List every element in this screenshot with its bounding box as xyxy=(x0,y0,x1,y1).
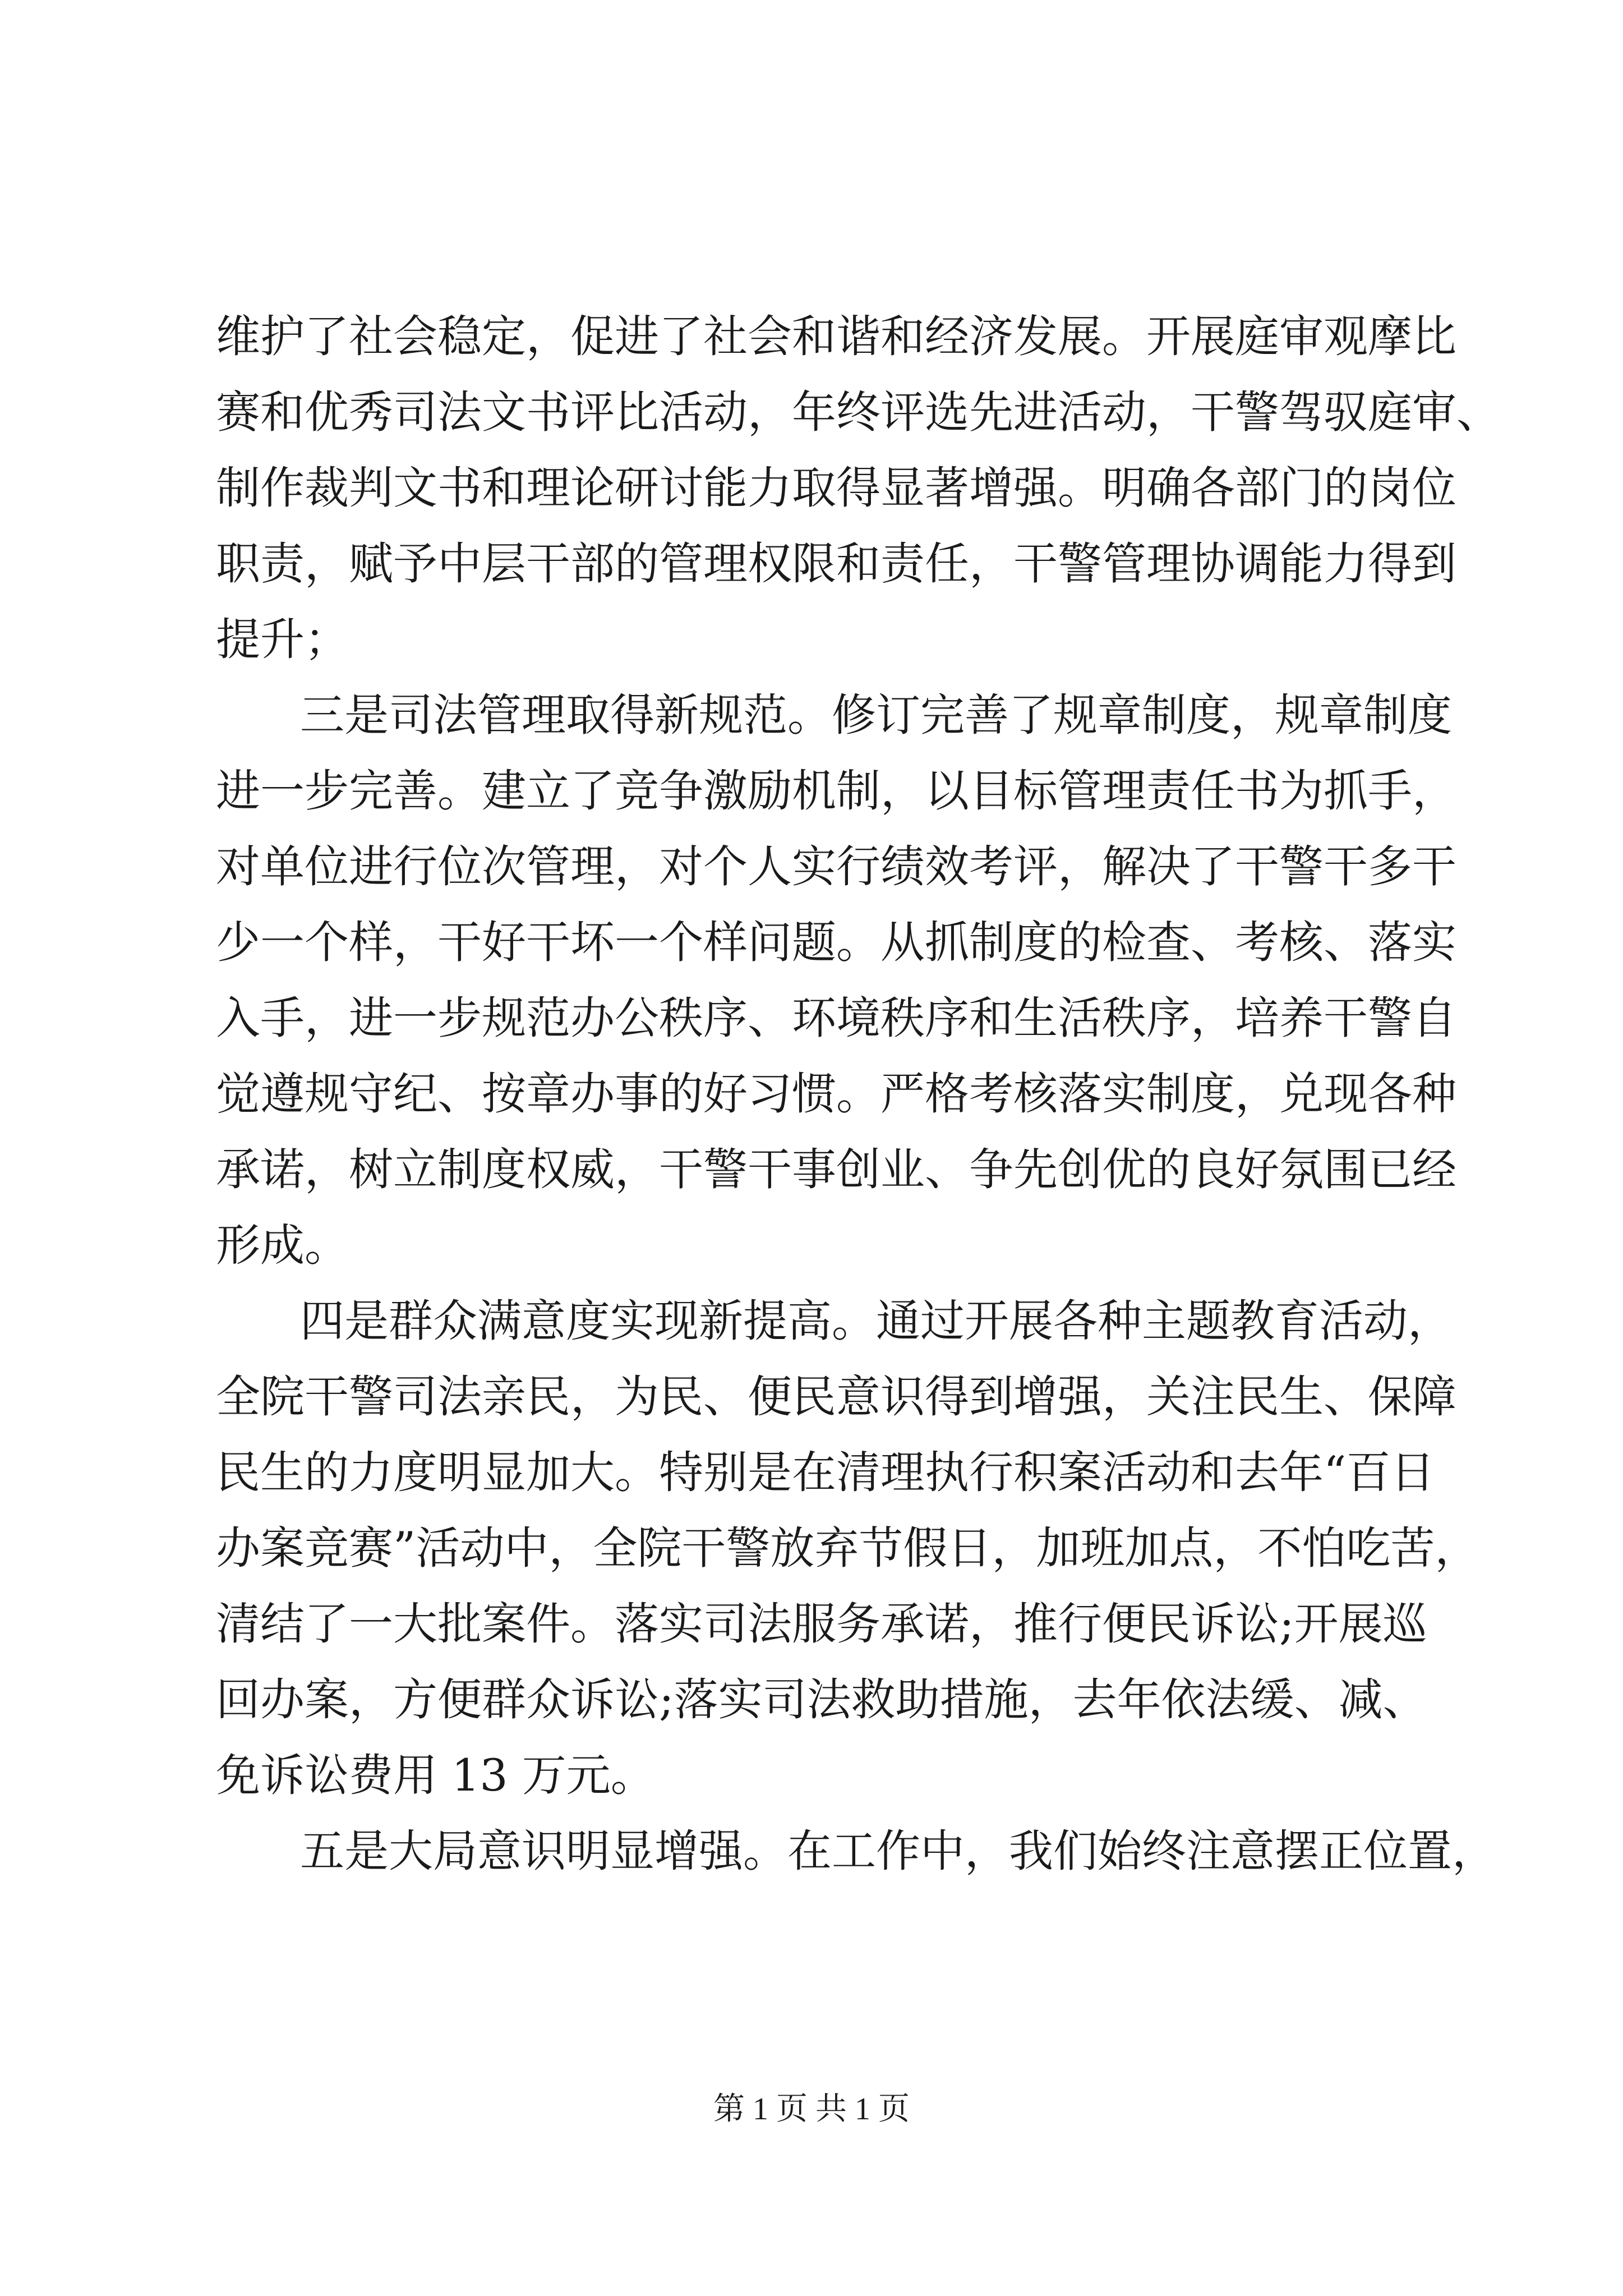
paragraph-1-line-1: 维护了社会稳定，促进了社会和谐和经济发展。开展庭审观摩比 xyxy=(216,311,1456,362)
paragraph-1-line-4: 职责，赋予中层干部的管理权限和责任，干警管理协调能力得到 xyxy=(216,538,1456,590)
paragraph-3-line-1: 四是群众满意度实现新提高。通过开展各种主题教育活动， xyxy=(300,1295,1452,1347)
paragraph-2-line-2: 进一步完善。建立了竞争激励机制，以目标管理责任书为抓手， xyxy=(216,765,1456,817)
paragraph-2-line-5: 入手，进一步规范办公秩序、环境秩序和生活秩序，培养干警自 xyxy=(216,992,1456,1044)
paragraph-2-line-6: 觉遵规守纪、按章办事的好习惯。严格考核落实制度，兑现各种 xyxy=(216,1068,1456,1120)
paragraph-1-line-5: 提升； xyxy=(216,614,349,665)
paragraph-4-line-1: 五是大局意识明显增强。在工作中，我们始终注意摆正位置， xyxy=(300,1825,1496,1877)
paragraph-1-line-3: 制作裁判文书和理论研讨能力取得显著增强。明确各部门的岗位 xyxy=(216,462,1456,514)
paragraph-2-line-7: 承诺，树立制度权威，干警干事创业、争先创优的良好氛围已经 xyxy=(216,1144,1456,1195)
paragraph-3-line-7: 免诉讼费用 13 万元。 xyxy=(216,1750,655,1801)
paragraph-3-line-5: 清结了一大批案件。落实司法服务承诺，推行便民诉讼;开展巡 xyxy=(216,1598,1427,1650)
paragraph-2-line-8: 形成。 xyxy=(216,1220,349,1271)
paragraph-3-line-6: 回办案，方便群众诉讼;落实司法救助措施，去年依法缓、减、 xyxy=(216,1674,1427,1726)
paragraph-2-line-4: 少一个样，干好干坏一个样问题。从抓制度的检查、考核、落实 xyxy=(216,917,1456,968)
paragraph-1-line-2: 赛和优秀司法文书评比活动，年终评选先进活动，干警驾驭庭审、 xyxy=(216,386,1501,438)
paragraph-3-line-4: 办案竞赛”活动中，全院干警放弃节假日，加班加点，不怕吃苦， xyxy=(216,1522,1479,1574)
page-footer: 第 1 页 共 1 页 xyxy=(713,2092,910,2127)
paragraph-2-line-1: 三是司法管理取得新规范。修订完善了规章制度，规章制度 xyxy=(300,689,1452,741)
paragraph-3-line-3: 民生的力度明显加大。特别是在清理执行积案活动和去年“百日 xyxy=(216,1447,1435,1498)
paragraph-3-line-2: 全院干警司法亲民，为民、便民意识得到增强，关注民生、保障 xyxy=(216,1371,1456,1423)
paragraph-2-line-3: 对单位进行位次管理，对个人实行绩效考评，解决了干警干多干 xyxy=(216,841,1456,892)
